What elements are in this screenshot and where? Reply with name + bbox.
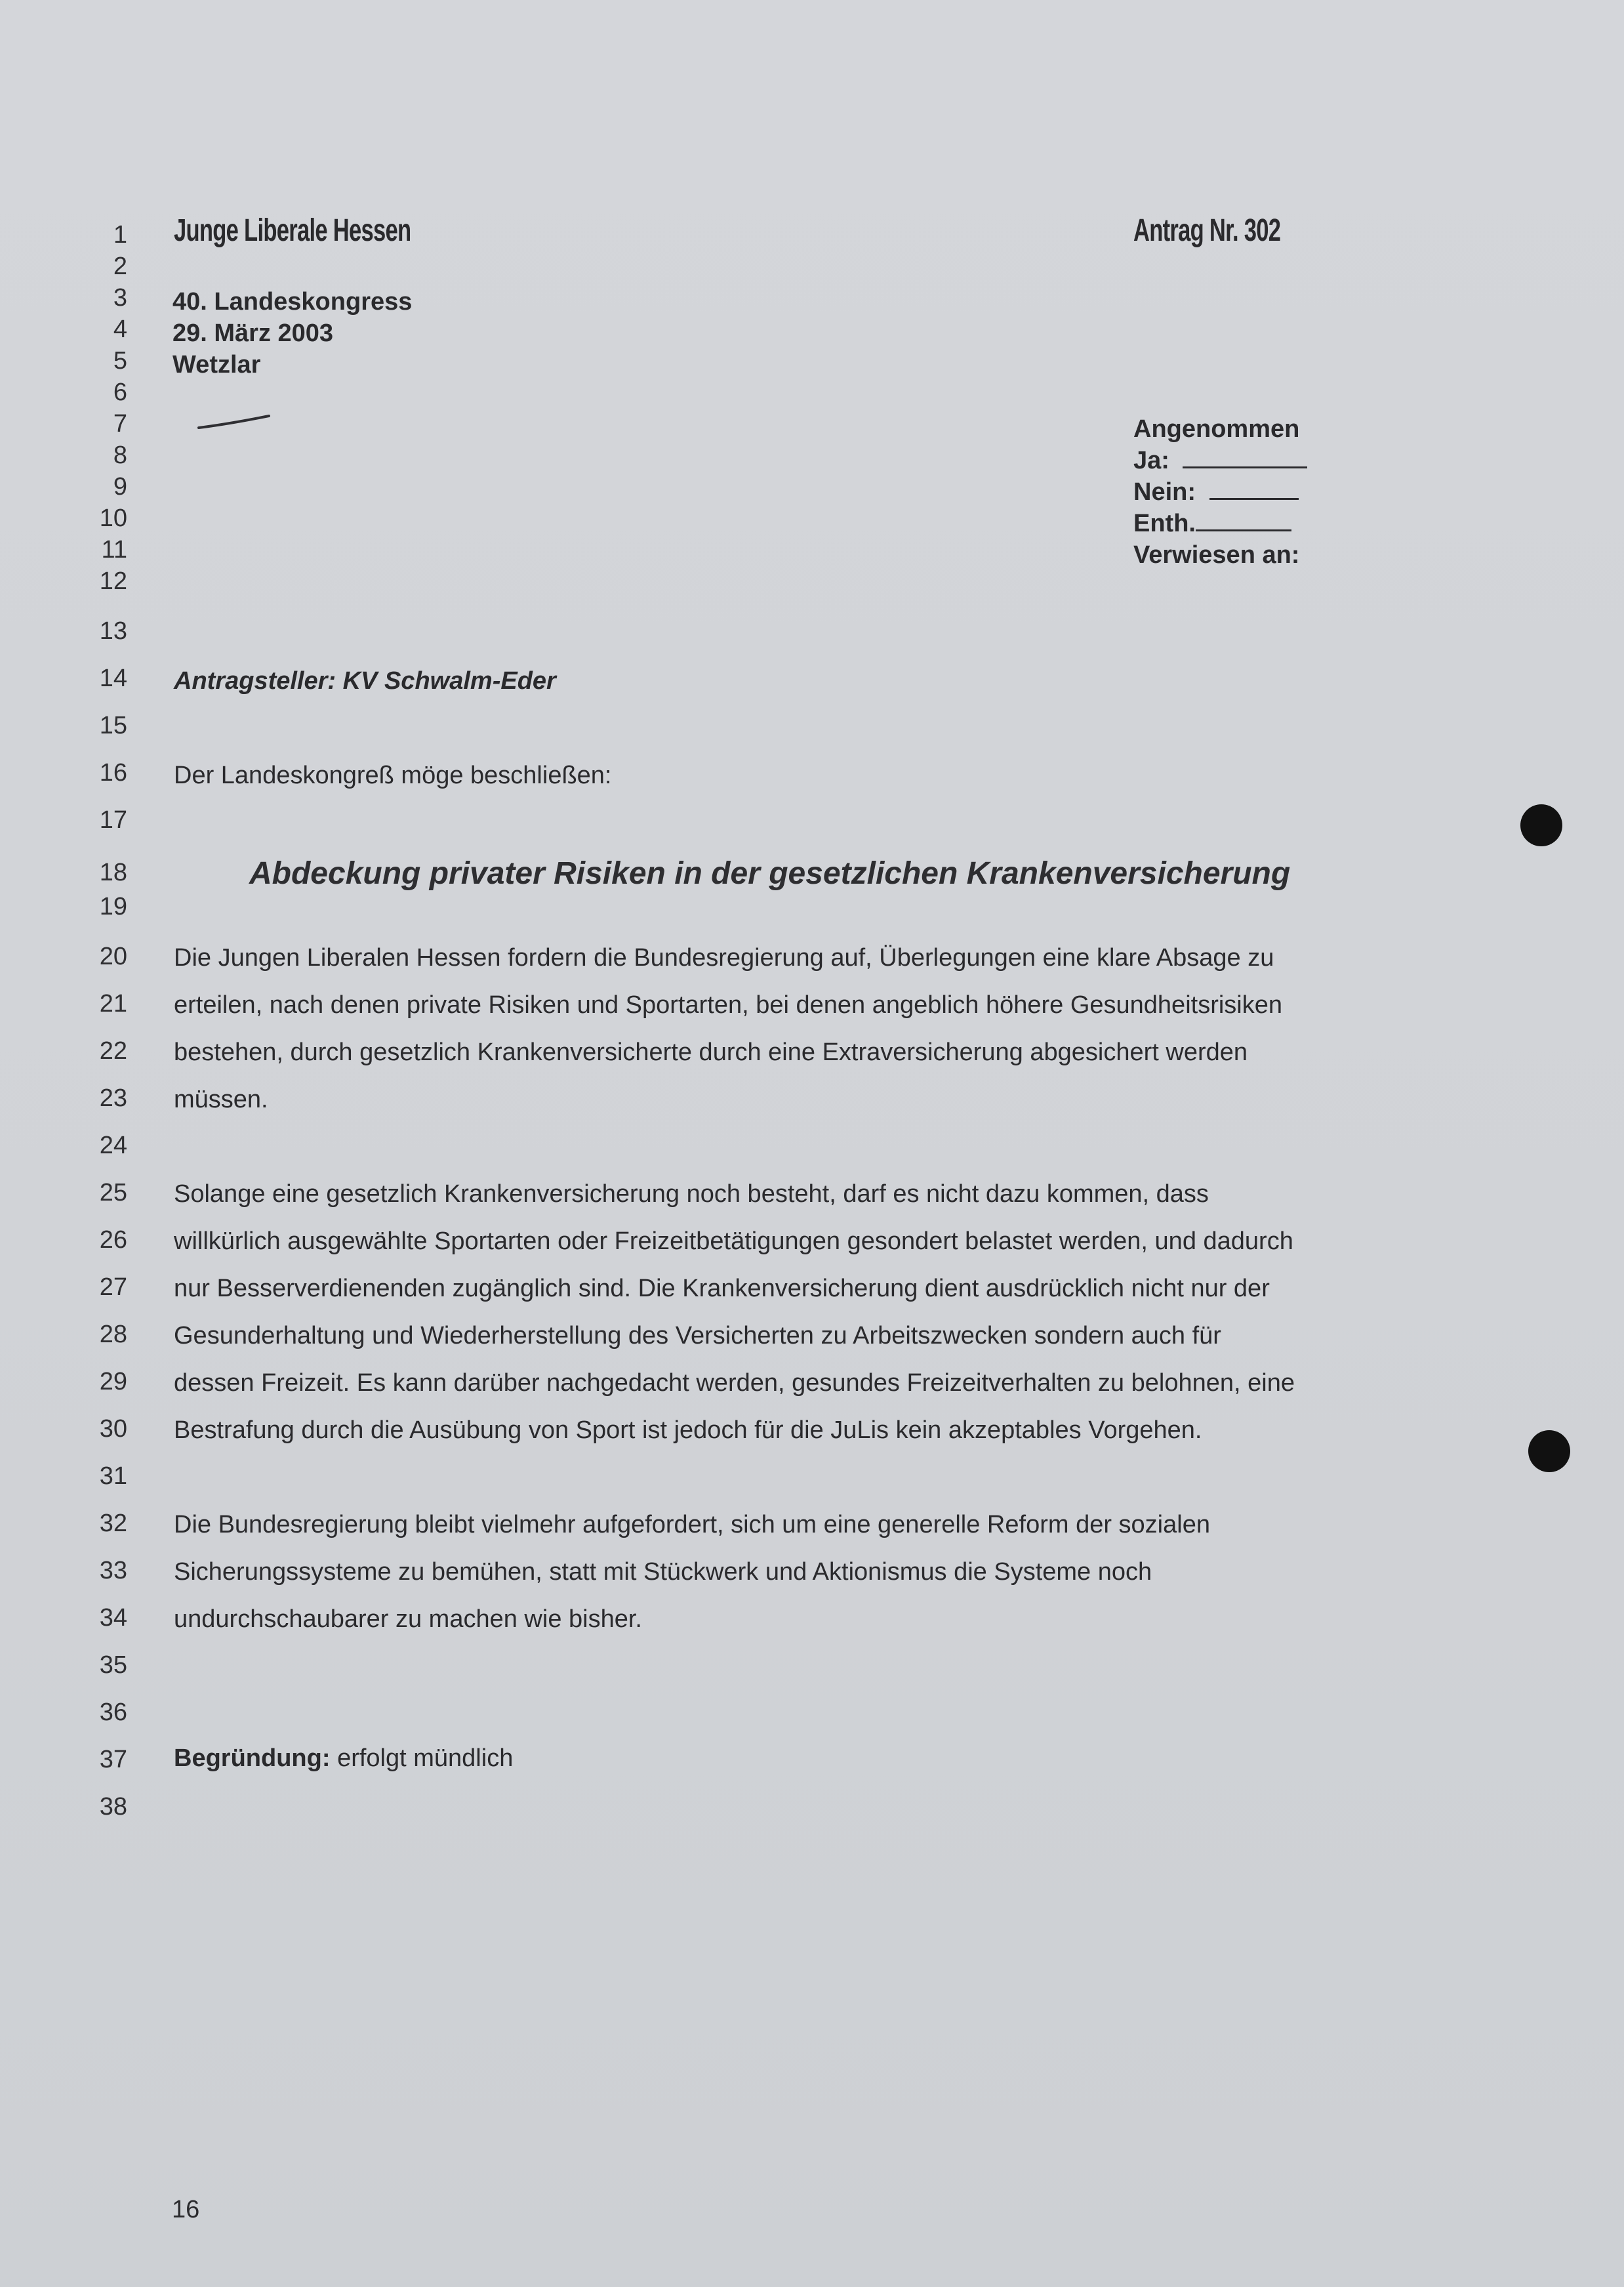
vote-yes-label: Ja: (1133, 447, 1169, 474)
vote-no-label: Nein: (1133, 478, 1196, 506)
line-number: 26 (99, 1226, 127, 1254)
line-number: 13 (99, 617, 127, 645)
congress-date: 29. März 2003 (173, 319, 334, 347)
paragraph-line: Gesunderhaltung und Wiederherstellung des Versicherten zu Arbeitszwecken sondern auch für (174, 1322, 1221, 1350)
line-number: 17 (99, 806, 127, 834)
vote-abstain (1133, 509, 1291, 538)
punch-hole-bottom (1528, 1430, 1570, 1472)
line-number: 10 (99, 505, 127, 532)
paragraph-3 (174, 1501, 1407, 1643)
line-number: 37 (99, 1746, 127, 1773)
paragraph-line: willkürlich ausgewählte Sportarten oder Freizeitbetätigungen gesondert belastet werden, und dadurch (174, 1227, 1293, 1255)
vote-no (1133, 478, 1299, 506)
vote-abstain-blank (1196, 510, 1291, 531)
vote-yes-blank (1183, 447, 1307, 468)
paragraph-line: Die Jungen Liberalen Hessen fordern die Bundesregierung auf, Überlegungen eine klare Absage zu (174, 944, 1274, 972)
vote-yes (1133, 446, 1307, 475)
line-number: 12 (99, 567, 127, 595)
paragraph-line: erteilen, nach denen private Risiken und Sportarten, bei denen angeblich höhere Gesundheitsrisiken (174, 991, 1282, 1019)
paragraph-line: nur Besserverdienenden zugänglich sind. Die Krankenversicherung dient ausdrücklich nicht nur der (174, 1275, 1270, 1302)
line-number: 33 (99, 1557, 127, 1584)
applicant: Antragsteller: KV Schwalm-Eder (174, 667, 556, 695)
line-number: 28 (99, 1321, 127, 1348)
line-number: 9 (113, 473, 127, 501)
paragraph-line: Bestrafung durch die Ausübung von Sport ist jedoch für die JuLis kein akzeptables Vorgehen. (174, 1416, 1202, 1444)
line-number: 20 (99, 943, 127, 970)
congress-name: 40. Landeskongress (173, 288, 413, 316)
line-number: 32 (99, 1510, 127, 1537)
line-number: 38 (99, 1793, 127, 1821)
reason (174, 1744, 513, 1773)
paragraph-1 (174, 934, 1407, 1123)
line-number: 30 (99, 1415, 127, 1443)
pen-stroke-mark (197, 412, 272, 432)
paragraph-line: bestehen, durch gesetzlich Krankenversicherte durch eine Extraversicherung abgesichert werden (174, 1039, 1248, 1066)
line-number: 19 (99, 893, 127, 920)
line-number: 18 (99, 859, 127, 886)
line-number: 4 (113, 316, 127, 343)
antrag-number: Antrag Nr. 302 (1133, 213, 1281, 248)
reason-text: erfolgt mündlich (337, 1744, 514, 1772)
org-name: Junge Liberale Hessen (174, 213, 411, 248)
congress-place: Wetzlar (173, 351, 261, 379)
line-number: 29 (99, 1368, 127, 1395)
vote-referred-label: Verwiesen an: (1133, 541, 1300, 569)
line-number: 22 (99, 1037, 127, 1065)
line-number: 11 (101, 536, 127, 564)
line-number: 16 (99, 759, 127, 787)
line-number: 7 (113, 410, 127, 438)
paragraph-line: Sicherungssysteme zu bemühen, statt mit Stückwerk und Aktionismus die Systeme noch (174, 1558, 1152, 1586)
line-number: 24 (99, 1132, 127, 1159)
line-number: 31 (99, 1462, 127, 1490)
line-number: 27 (99, 1273, 127, 1301)
line-number: 2 (113, 253, 127, 280)
reason-label: Begründung: (174, 1744, 331, 1772)
page-number: 16 (172, 2196, 200, 2223)
paragraph-line: Die Bundesregierung bleibt vielmehr aufgefordert, sich um eine generelle Reform der sozialen (174, 1511, 1210, 1538)
paragraph-line: müssen. (174, 1086, 268, 1113)
vote-status: Angenommen (1133, 415, 1300, 443)
line-number: 21 (99, 990, 127, 1018)
motion-title: Abdeckung privater Risiken in der gesetzlichen Krankenversicherung (249, 856, 1291, 891)
paragraph-line: dessen Freizeit. Es kann darüber nachgedacht werden, gesundes Freizeitverhalten zu belohnen, eine (174, 1369, 1295, 1397)
vote-abstain-label: Enth. (1133, 510, 1196, 537)
line-number: 25 (99, 1179, 127, 1206)
paragraph-2 (174, 1170, 1407, 1454)
line-number: 1 (113, 221, 127, 249)
line-number: 5 (113, 347, 127, 375)
line-number: 15 (99, 712, 127, 739)
paragraph-line: undurchschaubarer zu machen wie bisher. (174, 1605, 642, 1633)
line-number: 6 (113, 379, 127, 406)
line-number: 3 (113, 284, 127, 312)
punch-hole-top (1520, 804, 1562, 846)
vote-no-blank (1209, 478, 1299, 500)
line-number: 23 (99, 1084, 127, 1112)
line-number: 35 (99, 1651, 127, 1679)
line-number: 34 (99, 1604, 127, 1632)
paragraph-line: Solange eine gesetzlich Krankenversicherung noch besteht, darf es nicht dazu kommen, dass (174, 1180, 1209, 1208)
line-number: 14 (99, 665, 127, 692)
line-number: 36 (99, 1699, 127, 1726)
line-number: 8 (113, 442, 127, 469)
resolution-intro: Der Landeskongreß möge beschließen: (174, 762, 612, 789)
